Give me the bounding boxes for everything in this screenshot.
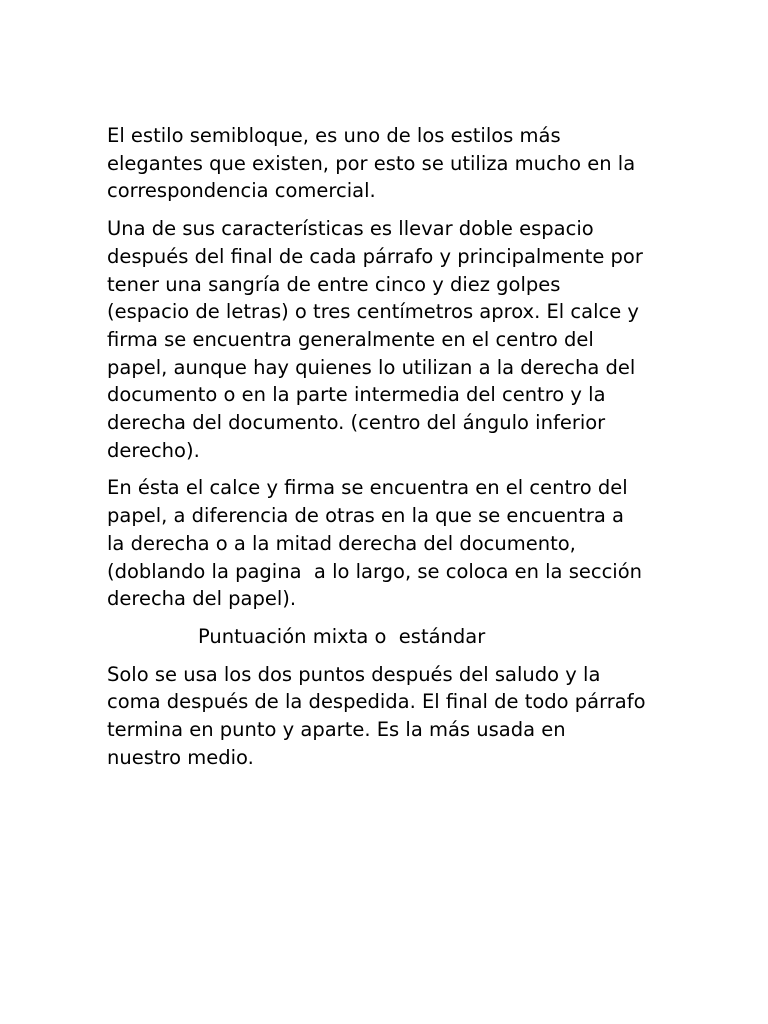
section-heading: Puntuación mixta o estándar <box>198 624 486 648</box>
text-line: coma después de la despedida. El final de todo párrafo <box>107 690 646 714</box>
text-line: nuestro medio. <box>107 745 254 769</box>
paragraph-signature <box>107 474 677 613</box>
paragraph-punctuation <box>107 661 677 772</box>
paragraph-characteristics <box>107 215 677 464</box>
text-line: tener una sangría de entre cinco y diez golpes <box>107 272 561 296</box>
text-line: El estilo semibloque, es uno de los estilos más <box>107 124 561 147</box>
text-line: la derecha o a la mitad derecha del documento, <box>107 531 576 555</box>
text-line: papel, a diferencia de otras en la que se encuentra a <box>107 504 624 528</box>
text-line: derecho). <box>107 438 200 462</box>
text-line: correspondencia comercial. <box>107 179 376 203</box>
document-body <box>107 122 677 781</box>
text-line: (espacio de letras) o tres centímetros aprox. El calce y <box>107 300 639 324</box>
text-line: derecha del papel). <box>107 587 297 611</box>
text-line: Solo se usa los dos puntos después del saludo y la <box>107 662 601 686</box>
text-line: En ésta el calce y firma se encuentra en el centro del <box>107 476 628 500</box>
text-line: termina en punto y aparte. Es la más usada en <box>107 718 566 742</box>
text-line: después del final de cada párrafo y principalmente por <box>107 244 643 268</box>
text-line: documento o en la parte intermedia del centro y la <box>107 383 606 407</box>
text-line: firma se encuentra generalmente en el centro del <box>107 327 594 351</box>
text-line: elegantes que existen, por esto se utiliza mucho en la <box>107 151 636 175</box>
text-line: (doblando la pagina a lo largo, se coloca en la sección <box>107 559 643 583</box>
text-line: derecha del documento. (centro del ángulo inferior <box>107 411 606 435</box>
text-line: Una de sus características es llevar doble espacio <box>107 217 594 241</box>
paragraph-intro <box>107 122 677 205</box>
text-line: papel, aunque hay quienes lo utilizan a la derecha del <box>107 355 636 379</box>
